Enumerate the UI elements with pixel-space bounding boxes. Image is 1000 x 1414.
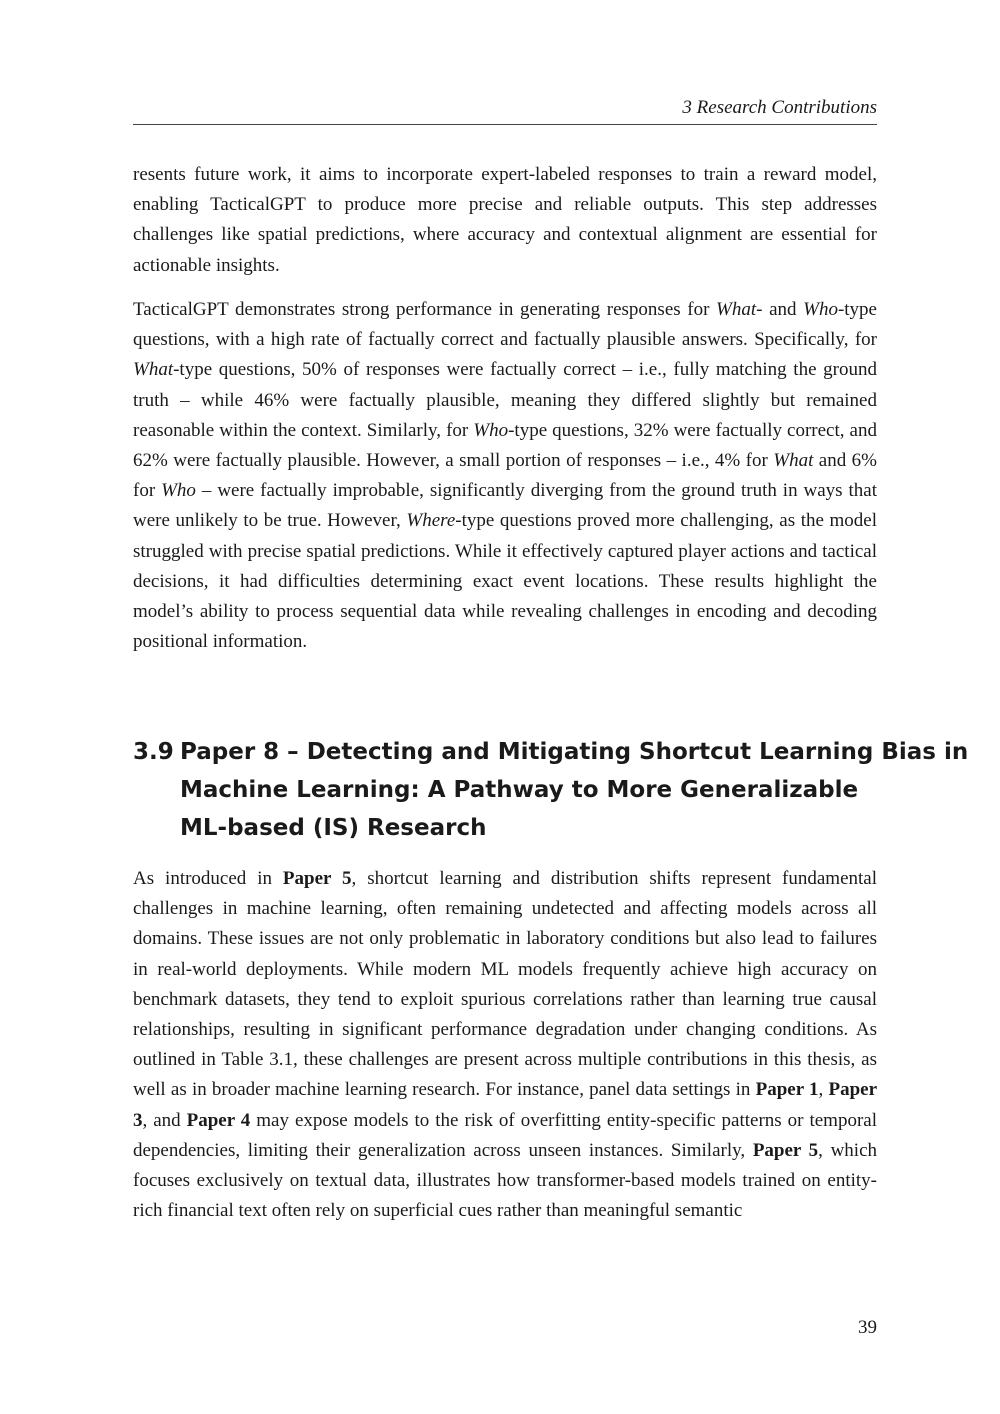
- section-title-line-3: ML-based (IS) Research: [180, 815, 487, 841]
- text-run: , shortcut learning and distribution shifts represent fundamental challenges in machine learning, often remaining undetected and affecting models across all domains. These issues are not only problematic in laboratory conditions but also lead to failures in real-world deployments. While modern ML models frequently achieve high accuracy on benchmark datasets, they tend to exploit spurious correlations rather than learning true causal relationships, resulting in significant performance degradation under changing conditions. As outlined in Table 3.1, these challenges are present across multiple contributions in this thesis, as well as in broader machine learning research. For instance, panel data settings in: [133, 868, 877, 1101]
- text-run: , and: [142, 1109, 187, 1131]
- paragraph-1-text: resents future work, it aims to incorporate expert-labeled responses to train a reward model, enabling TacticalGPT to produce more precise and reliable outputs. This step addresses challenges like spatial predictions, where accuracy and contextual alignment are essential for actionable insights.: [133, 164, 877, 276]
- text-run: , which focuses exclusively on textual data, illustrates how transformer-based models trained on entity-rich financial text often rely on superficial cues rather than meaningful semantic: [133, 1139, 878, 1222]
- paragraph-2-text: [133, 295, 877, 657]
- text-run: -type questions, 50% of responses were factually correct – i.e., fully matching the ground truth – while 46% were factually plausible, meaning they differed slightly but remained reasonable within the context. Similarly, for: [133, 359, 877, 441]
- italic-term: Who: [803, 299, 838, 320]
- italic-term: Who: [161, 480, 196, 502]
- text-run: ,: [818, 1079, 829, 1101]
- paper-reference: Paper 3: [133, 1079, 878, 1131]
- paragraph-2: [133, 295, 877, 657]
- italic-term: What: [133, 359, 174, 381]
- text-run: – were factually improbable, significantly diverging from the ground truth in ways that were unlikely to be true. However,: [133, 480, 878, 532]
- paragraph-1: [133, 160, 877, 281]
- text-run: -type questions proved more challenging, as the model struggled with precise spatial predictions. While it effectively captured player actions and tactical decisions, it had difficulties determining exact event locations. These results highlight the model’s ability to process sequential data while revealing challenges in encoding and decoding positional information.: [133, 510, 877, 653]
- text-run: may expose models to the risk of overfitting entity-specific patterns or temporal dependencies, limiting their generalization across unseen instances. Similarly,: [133, 1109, 877, 1161]
- text-run: As introduced in: [133, 868, 283, 889]
- italic-term: What: [773, 450, 814, 472]
- italic-term: What: [716, 299, 757, 320]
- text-run: and 6% for: [133, 450, 877, 502]
- section-title: [180, 733, 968, 847]
- italic-term: Who: [473, 419, 509, 441]
- running-header: 3 Research Contributions: [682, 97, 877, 118]
- text-run: TacticalGPT demonstrates strong performance in generating responses for: [133, 299, 717, 320]
- paper-reference: Paper 5: [282, 868, 352, 889]
- italic-term: Where: [406, 510, 456, 532]
- section-title-line-1: Paper 8 – Detecting and Mitigating Shortcut Learning Bias in: [180, 739, 969, 765]
- text-run: -type questions, 32% were factually correct, and 62% were factually plausible. However, a small portion of responses – i.e., 4% for: [133, 419, 877, 472]
- paper-reference: Paper 5: [752, 1139, 819, 1161]
- text-run: -type questions, with a high rate of factually correct and factually plausible answers. Specifically, for: [133, 299, 877, 351]
- section-heading: [133, 733, 969, 847]
- text-run: - and: [756, 299, 804, 320]
- paragraph-3-text: [133, 864, 877, 1226]
- paper-reference: Paper 4: [186, 1109, 251, 1131]
- paper-reference: Paper 1: [755, 1079, 819, 1101]
- header-rule: [133, 124, 877, 125]
- paragraph-3: [133, 864, 877, 1226]
- section-number: 3.9: [133, 739, 174, 765]
- section-title-line-2: Machine Learning: A Pathway to More Generalizable: [180, 777, 859, 803]
- page-number: 39: [858, 1317, 877, 1338]
